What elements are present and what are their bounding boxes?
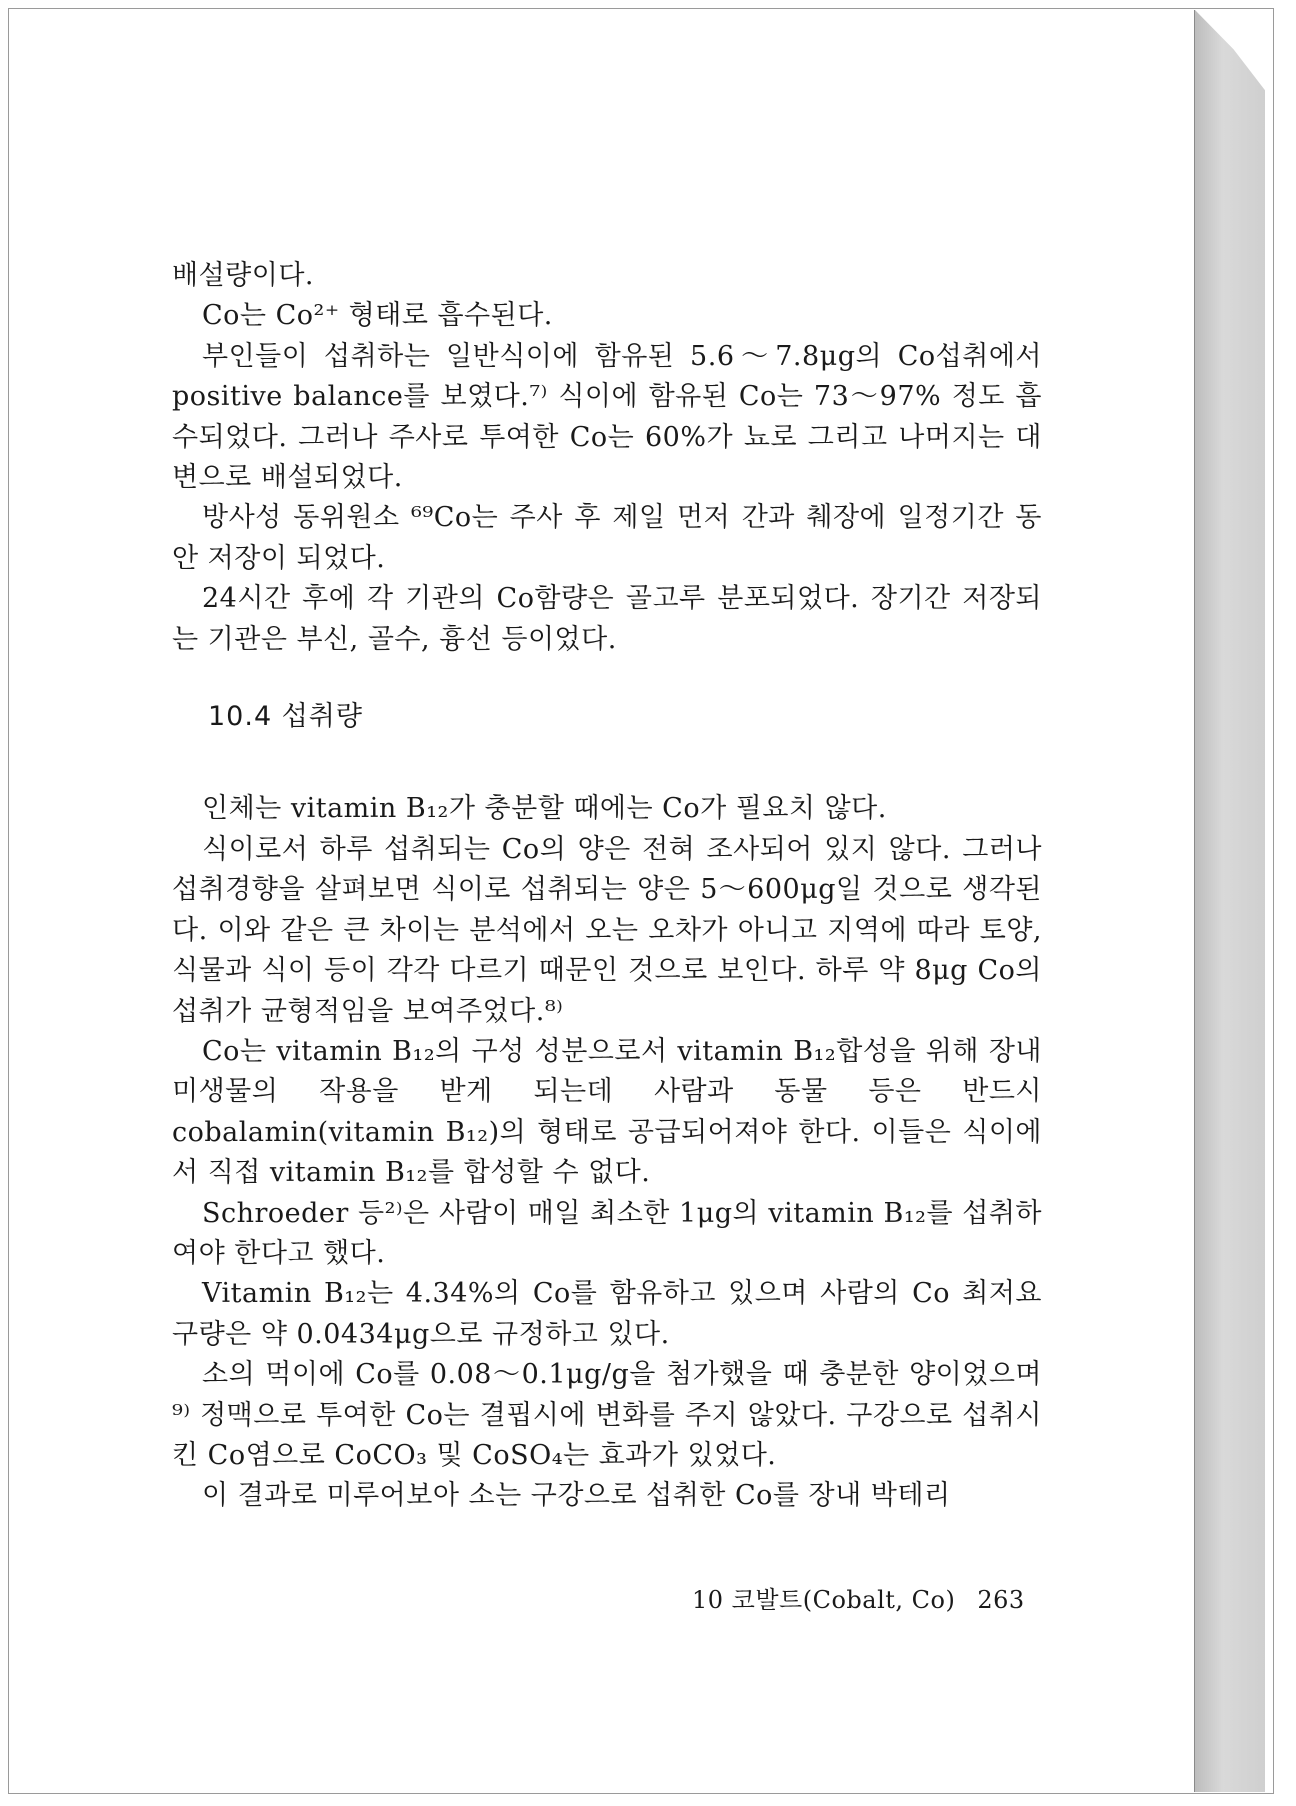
paragraph: 24시간 후에 각 기관의 Co함량은 골고루 분포되었다. 장기간 저장되는 기관은 부신, 골수, 흉선 등이었다. (172, 583, 1042, 655)
paragraph: 부인들이 섭취하는 일반식이에 함유된 5.6～7.8μg의 Co섭취에서 positive balance를 보였다.⁷⁾ 식이에 함유된 Co는 73～97% 정도 흡수되었다. 그러나 주사로 투여한 Co는 60%가 뇨로 그리고 나머지는 대변으로 배설되었다. (172, 340, 1042, 494)
paragraph: 식이로서 하루 섭취되는 Co의 양은 전혀 조사되어 있지 않다. 그러나 섭취경향을 살펴보면 식이로 섭취되는 양은 5～600μg일 것으로 생각된다. 이와 같은 큰 차이는 분석에서 오는 오차가 아니고 지역에 따라 토양, 식물과 식이 등이 각각 다르기 때문인 것으로 보인다. 하루 약 8μg Co의 섭취가 균형적임을 보여주었다.⁸⁾ (172, 833, 1042, 1027)
page-edge (1195, 10, 1265, 1792)
paragraph: 이 결과로 미루어보아 소는 구강으로 섭취한 Co를 장내 박테리 (202, 1480, 951, 1512)
paragraph: Co는 Co²⁺ 형태로 흡수된다. (202, 300, 553, 332)
paragraph: 배설량이다. (172, 260, 314, 291)
section-heading: 10.4 섭취량 (208, 701, 363, 733)
paragraph: Vitamin B₁₂는 4.34%의 Co를 함유하고 있으며 사람의 Co 최저요구량은 약 0.0434μg으로 규정하고 있다. (172, 1278, 1042, 1350)
page-footer (692, 1580, 1025, 1615)
running-footer-chapter: 10 코발트(Cobalt, Co) (692, 1586, 956, 1614)
paragraph: 방사성 동위원소 ⁶⁹Co는 주사 후 제일 먼저 간과 췌장에 일정기간 동안 저장이 되었다. (172, 502, 1042, 574)
page-number: 263 (977, 1586, 1025, 1614)
paragraph: Co는 vitamin B₁₂의 구성 성분으로서 vitamin B₁₂합성을 위해 장내 미생물의 작용을 받게 되는데 사람과 동물 등은 반드시 cobalamin(vitamin B₁₂)의 형태로 공급되어져야 한다. 이들은 식이에서 직접 vitamin B₁₂를 합성할 수 없다. (172, 1035, 1042, 1189)
paragraph: 소의 먹이에 Co를 0.08～0.1μg/g을 첨가했을 때 충분한 양이었으며⁹⁾ 정맥으로 투여한 Co는 결핍시에 변화를 주지 않았다. 구강으로 섭취시킨 Co염으로 CoCO₃ 및 CoSO₄는 효과가 있었다. (172, 1359, 1042, 1471)
paragraph: Schroeder 등²⁾은 사람이 매일 최소한 1μg의 vitamin B₁₂를 섭취하여야 한다고 했다. (172, 1197, 1042, 1269)
paragraph: 인체는 vitamin B₁₂가 충분할 때에는 Co가 필요치 않다. (202, 793, 887, 825)
body-text (172, 256, 1042, 1517)
